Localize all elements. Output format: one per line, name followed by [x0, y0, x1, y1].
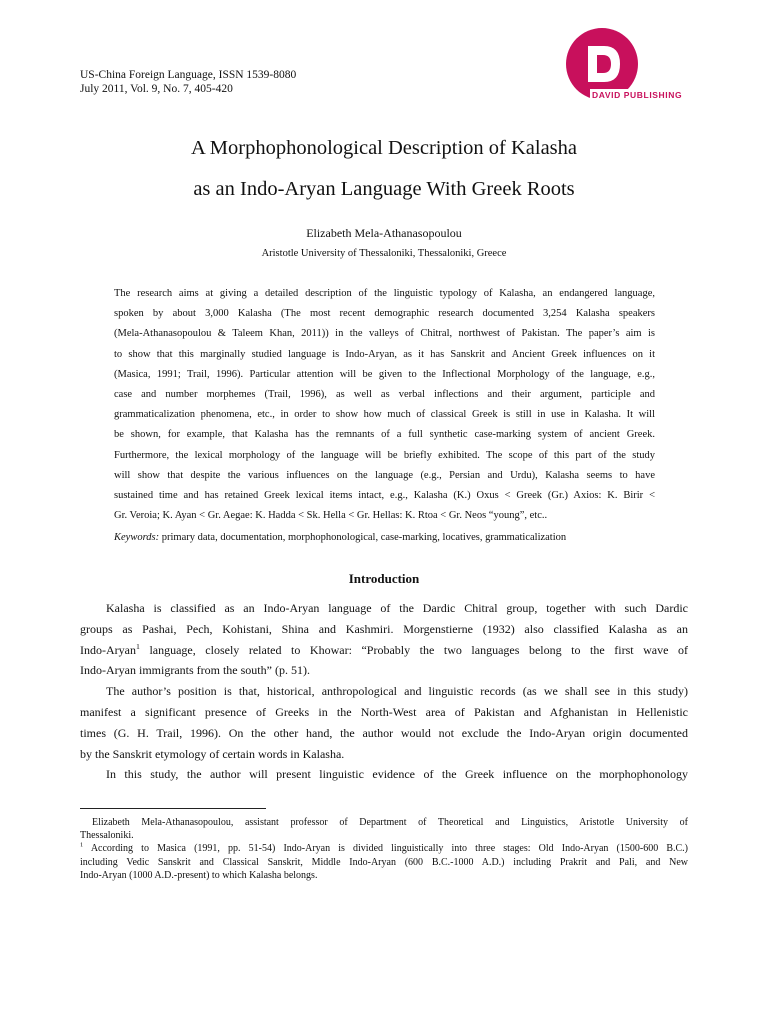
abstract — [114, 284, 655, 526]
publisher-logo — [556, 28, 692, 106]
title-line-2: as an Indo-Aryan Language With Greek Roots — [193, 178, 575, 200]
keywords-label: Keywords: — [114, 532, 160, 543]
body-line: Kalasha is classified as an Indo-Aryan language of the Dardic Chitral group, together with such Dardic — [106, 601, 688, 615]
abstract-line: to show that this marginally studied language is Indo-Aryan, as it has Sanskrit and Ancient Greek influences on it — [114, 348, 655, 360]
abstract-line: The research aims at giving a detailed description of the linguistic typology of Kalasha, an endangered language, — [114, 288, 655, 299]
body-line: Indo-Aryan immigrants from the south” (p. 51). — [80, 663, 310, 678]
section-heading: Introduction — [348, 571, 420, 586]
footnote-ref[interactable]: 1 — [135, 641, 140, 651]
journal-header — [80, 68, 296, 96]
abstract-line: be shown, for example, that Kalasha has the remnants of a full synthetic case-marking system of ancient Greek. — [114, 429, 655, 441]
body-text — [80, 598, 688, 785]
keywords — [114, 532, 655, 543]
title-line-1: A Morphophonological Description of Kalasha — [190, 137, 577, 159]
body-line: manifest a significant presence of Greeks in the North-West area of Pakistan and Afghanistan in Hellenistic — [80, 704, 688, 719]
footnote-number: 1 — [80, 842, 84, 850]
body-line: groups as Pashai, Pech, Kohistani, Shina and Kashmiri. Morgenstierne (1932) also classified Kalasha as an — [80, 621, 688, 636]
keywords-text: primary data, documentation, morphophonological, case-marking, locatives, grammaticalization — [161, 532, 567, 543]
abstract-line: spoken by about 3,000 Kalasha (The most recent demographic research documented 3,254 Kalasha speakers — [114, 308, 655, 320]
author-affiliation: Aristotle University of Thessaloniki, Thessaloniki, Greece — [261, 248, 507, 259]
abstract-line: will show that despite the various influences on the language (e.g., Persian and Urdu), Kalasha seems to have — [114, 469, 655, 481]
body-text-span: language, closely related to Khowar: “Probably the two languages belong to the first wave of — [139, 642, 688, 657]
footnote-line: Thessaloniki. — [80, 830, 134, 842]
footnotes — [80, 816, 688, 882]
footnote-line: including Vedic Sanskrit and Classical Sanskrit, Middle Indo-Aryan (600 B.C.-1000 A.D.) including Prakrit and Pali, and New — [80, 856, 688, 868]
abstract-line: (Mela-Athanasopoulou & Taleem Khan, 2011)) in the valleys of Chitral, northwest of Pakistan. The paper’s aim is — [114, 328, 655, 340]
abstract-line: Gr. Veroia; K. Ayan < Gr. Aegae: K. Hadda < Sk. Hella < Gr. Hellas: K. Rtoa < Gr. Neos “young”, etc.. — [114, 510, 548, 522]
journal-issue-line: July 2011, Vol. 9, No. 7, 405-420 — [80, 83, 233, 95]
body-line: In this study, the author will present linguistic evidence of the Greek influence on the morphophonology — [106, 767, 688, 782]
body-text-span: Indo-Aryan — [80, 642, 136, 657]
footnote-divider — [80, 808, 266, 809]
footnote-text: According to Masica (1991, pp. 51-54) Indo-Aryan is divided linguistically into three stages: Old Indo-Aryan (1500-600 B.C.) — [83, 843, 688, 855]
abstract-line: (Masica, 1991; Trail, 1996). Particular attention will be given to the Inflectional Morphology of the language, e.g., — [114, 368, 655, 380]
abstract-line: sustained time and has retained Greek lexical items intact, e.g., Kalasha (K.) Oxus < Greek (Gr.) Axios: K. Birir < — [114, 490, 655, 502]
body-line: by the Sanskrit etymology of certain words in Kalasha. — [80, 746, 345, 761]
body-line: times (G. H. Trail, 1996). On the other hand, the author would not exclude the Indo-Aryan origin documented — [80, 725, 688, 740]
footnote-line: Elizabeth Mela-Athanasopoulou, assistant professor of Department of Theoretical and Linguistics, Aristotle University of — [92, 817, 688, 828]
abstract-line: grammaticalization phenomena, etc., in order to show how much of classical Greek is still in use in Kalasha. It will — [114, 409, 655, 421]
svg-text:DAVID PUBLISHING: DAVID PUBLISHING — [592, 90, 683, 100]
footnote-line — [80, 842, 688, 855]
david-publishing-logo-icon — [556, 28, 692, 106]
journal-name-line: US-China Foreign Language, ISSN 1539-8080 — [80, 69, 297, 81]
footnote-line: Indo-Aryan (1000 A.D.-present) to which Kalasha belongs. — [80, 869, 318, 881]
body-line — [80, 640, 688, 661]
abstract-line: Furthermore, the lexical morphology of the language will be briefly exhibited. The scope of this part of the study — [114, 449, 655, 461]
body-line: The author’s position is that, historical, anthropological and linguistic records (as we shall see in this study) — [106, 684, 688, 699]
paper-title — [0, 128, 768, 210]
author-name: Elizabeth Mela-Athanasopoulou — [306, 226, 462, 240]
abstract-line: case and number morphemes (Trail, 1996), as well as verbal inflections and their argument, participle and — [114, 389, 655, 401]
